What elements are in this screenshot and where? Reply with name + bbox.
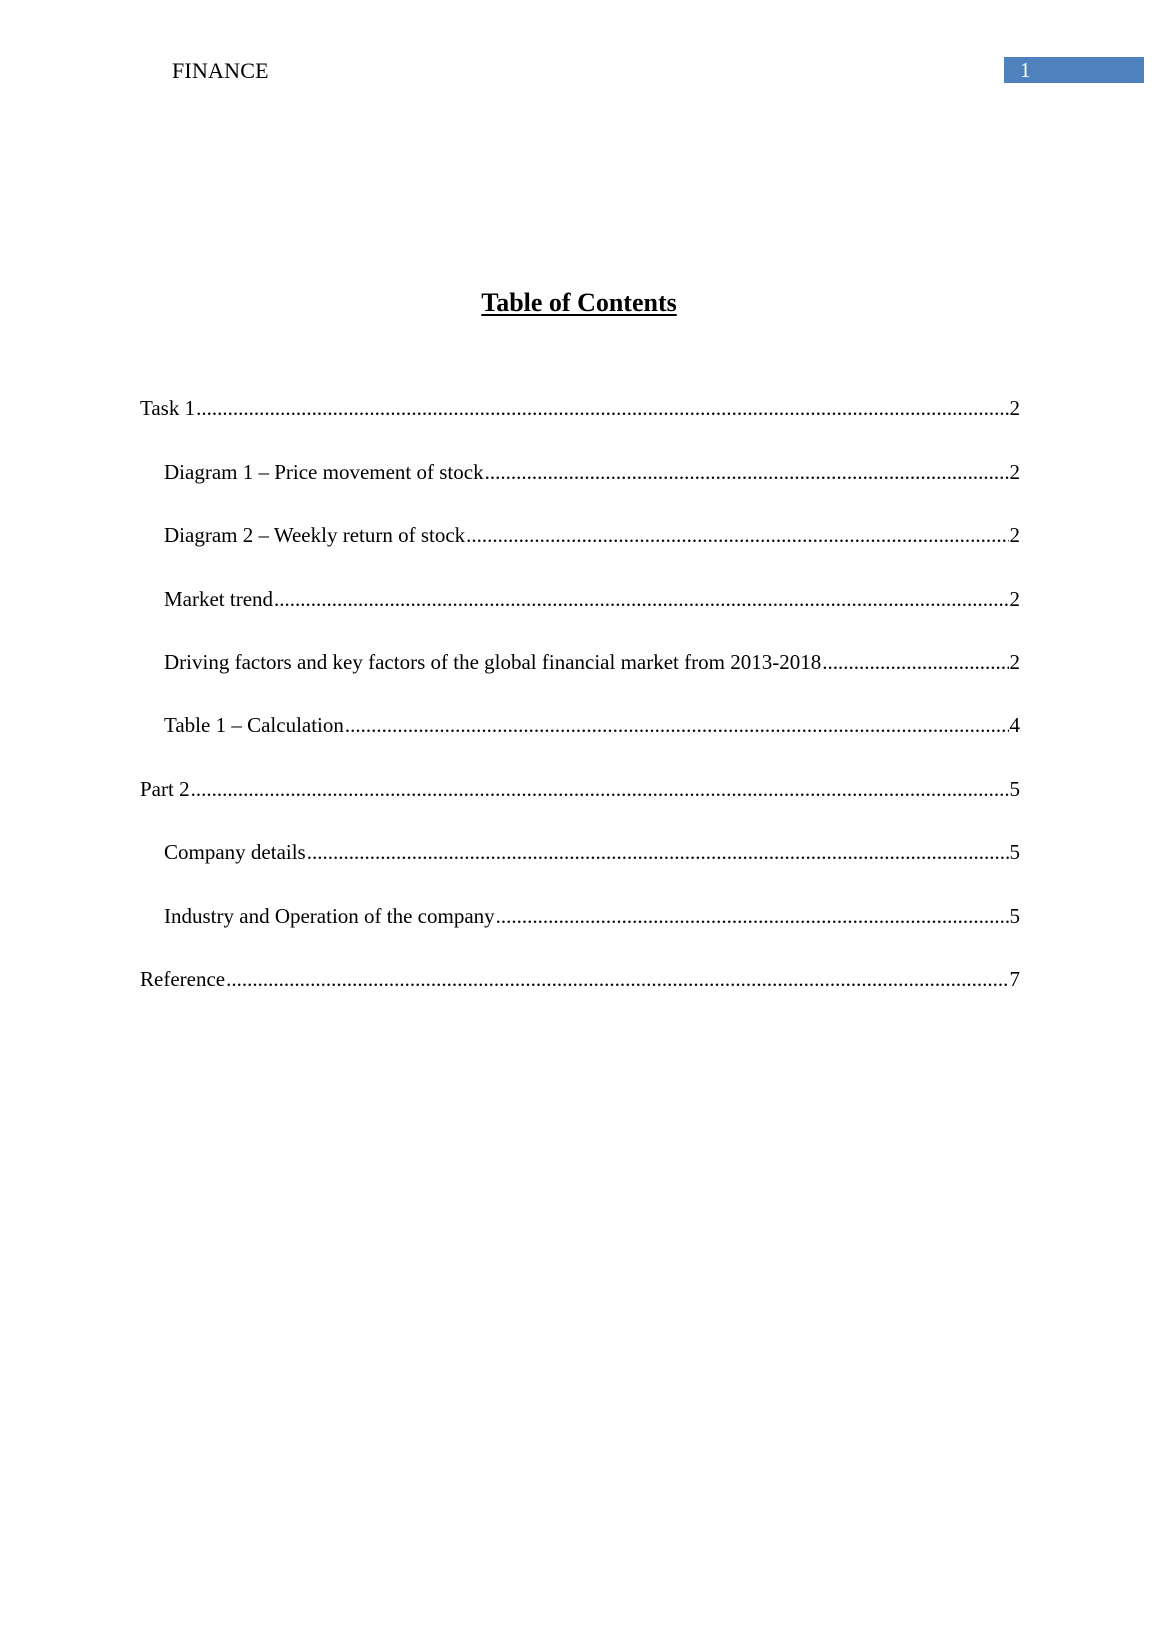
toc-heading-text: Table of Contents [481, 288, 677, 317]
toc-entry[interactable] [164, 902, 1020, 930]
toc-dot-leader [191, 775, 1009, 803]
toc-entry-page: 5 [1009, 840, 1020, 864]
toc-entry-page: 2 [1009, 523, 1020, 547]
toc-entry-label: Table 1 – Calculation [164, 713, 344, 737]
toc-entry-label: Company details [164, 840, 306, 864]
toc-entry-page: 2 [1009, 587, 1020, 611]
toc-entry[interactable] [140, 775, 1020, 803]
toc-entry[interactable] [164, 585, 1020, 613]
toc-entry-page: 2 [1009, 650, 1020, 674]
toc-entry-label: Part 2 [140, 777, 190, 801]
toc-entry-page: 4 [1009, 713, 1020, 737]
toc-dot-leader [496, 902, 1009, 930]
toc-entry-page: 5 [1009, 777, 1020, 801]
page-number-box [1004, 57, 1144, 83]
toc-entry-label: Diagram 2 – Weekly return of stock [164, 523, 466, 547]
toc-entry-label: Task 1 [140, 396, 196, 420]
toc-dot-leader [466, 521, 1008, 549]
toc-heading [0, 286, 1158, 320]
toc-dot-leader [196, 394, 1008, 422]
page-number: 1 [1020, 58, 1031, 82]
toc-entry[interactable] [164, 711, 1020, 739]
toc-entry-label: Diagram 1 – Price movement of stock [164, 460, 484, 484]
toc-entry-page: 7 [1009, 967, 1020, 991]
toc-entry-page: 2 [1009, 460, 1020, 484]
toc-entry[interactable] [164, 838, 1020, 866]
header-title: FINANCE [172, 58, 269, 83]
toc-entry[interactable] [140, 965, 1020, 993]
toc-entry-page: 5 [1009, 904, 1020, 928]
toc-entry[interactable] [140, 394, 1020, 422]
toc-entry-label: Driving factors and key factors of the global financial market from 2013-2018 [164, 650, 822, 674]
toc-entry[interactable] [164, 458, 1020, 486]
toc-entry-label: Industry and Operation of the company [164, 904, 495, 928]
toc-dot-leader [822, 648, 1008, 676]
toc-entry-label: Reference [140, 967, 226, 991]
toc-dot-leader [274, 585, 1008, 613]
toc-entry[interactable] [164, 521, 1020, 549]
toc-entry-page: 2 [1009, 396, 1020, 420]
toc-entry[interactable] [164, 648, 1020, 676]
toc-dot-leader [485, 458, 1009, 486]
toc-entry-label: Market trend [164, 587, 274, 611]
toc-dot-leader [307, 838, 1009, 866]
toc-dot-leader [226, 965, 1008, 993]
toc-dot-leader [345, 711, 1009, 739]
